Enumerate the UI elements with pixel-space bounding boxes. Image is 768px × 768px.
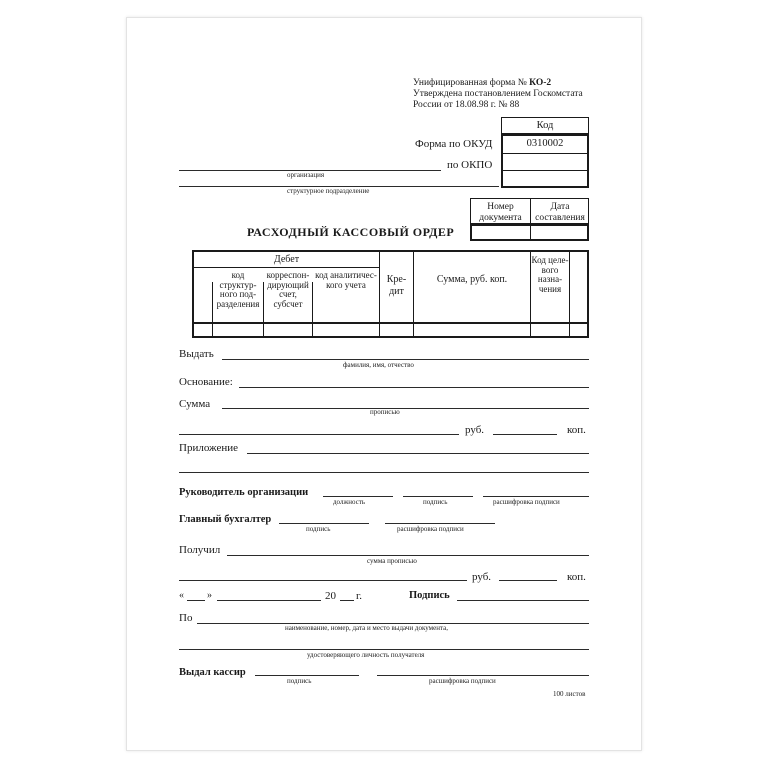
col-analytic-code: код аналитичес-кого учета <box>315 270 377 290</box>
credit-header: Кре-дит <box>386 274 407 297</box>
document-caption: наименование, номер, дата и место выдачи документа, <box>285 624 448 632</box>
rub-label: руб. <box>465 424 485 436</box>
head-signature-field[interactable] <box>403 496 473 497</box>
sum-field-line2[interactable] <box>179 434 459 435</box>
header-line1: Унифицированная форма № <box>413 78 527 88</box>
form-header <box>413 78 583 111</box>
sum-field[interactable] <box>222 408 589 409</box>
chief-signature-field[interactable] <box>279 523 369 524</box>
doc-number-label: Номер документа <box>479 202 522 223</box>
doc-date-label: Дата составления <box>535 202 585 223</box>
code-values-box <box>501 134 589 188</box>
head-position-field[interactable] <box>323 496 393 497</box>
sum-caption: прописью <box>370 408 400 416</box>
year-field[interactable] <box>340 600 354 601</box>
attachment-label: Приложение <box>179 442 239 454</box>
form-code: КО-2 <box>529 78 552 88</box>
kop-label: коп. <box>567 424 586 436</box>
cashier-decode-caption: расшифровка подписи <box>429 677 496 685</box>
document-field-line2[interactable] <box>179 649 589 650</box>
col-subdivision-code: код структур-ного под-разделения <box>216 270 260 309</box>
code-header-label: Код <box>536 120 554 131</box>
header-line3: России от 18.08.98 г. № 88 <box>413 100 520 110</box>
cashier-decode-field[interactable] <box>377 675 589 676</box>
month-field[interactable] <box>217 600 321 601</box>
issue-caption: фамилия, имя, отчество <box>343 361 414 369</box>
form-sheet <box>126 17 642 751</box>
issue-label: Выдать <box>179 348 214 360</box>
basis-label: Основание: <box>179 376 233 388</box>
quote-close: » <box>207 590 212 601</box>
organization-caption: организация <box>287 171 325 179</box>
head-signature-caption: подпись <box>423 498 448 506</box>
sign-field[interactable] <box>457 600 589 601</box>
chief-decode-field[interactable] <box>385 523 495 524</box>
cashier-label: Выдал кассир <box>179 667 246 678</box>
chief-decode-caption: расшифровка подписи <box>397 525 464 533</box>
doc-info-values[interactable] <box>470 224 589 241</box>
quote-open: « <box>179 590 184 601</box>
kop-field[interactable] <box>493 434 557 435</box>
head-position-caption: должность <box>333 498 366 506</box>
okud-value: 0310002 <box>526 138 564 149</box>
sheets-count: 100 листов <box>553 690 586 698</box>
page-title: РАСХОДНЫЙ КАССОВЫЙ ОРДЕР <box>247 225 455 239</box>
received-caption: сумма прописью <box>367 557 417 565</box>
header-line2: Утверждена постановлением Госкомстата <box>413 89 583 99</box>
purpose-code-header: Код целе-вого назна-чения <box>531 255 569 294</box>
by-label: По <box>179 612 193 624</box>
year-suffix: г. <box>356 590 363 602</box>
okpo-label: по ОКПО <box>447 159 493 171</box>
doc-info-header <box>470 198 589 224</box>
sum-header: Сумма, руб. коп. <box>436 274 508 285</box>
sum-label: Сумма <box>179 398 211 410</box>
received-kop-label: коп. <box>567 571 586 583</box>
cashier-signature-caption: подпись <box>287 677 312 685</box>
code-header-cell <box>501 117 589 134</box>
issue-field[interactable] <box>222 359 589 360</box>
accounting-table <box>192 250 589 338</box>
received-rub-label: руб. <box>472 571 492 583</box>
attachment-field[interactable] <box>247 453 589 454</box>
sign-label: Подпись <box>409 590 450 601</box>
basis-field[interactable] <box>239 387 589 388</box>
col-corr-account: корреспон-дирующий счет, субсчет <box>266 270 310 309</box>
received-field-line2[interactable] <box>179 580 467 581</box>
attachment-field-line2[interactable] <box>179 472 589 473</box>
head-decode-field[interactable] <box>483 496 589 497</box>
received-field[interactable] <box>227 555 589 556</box>
cashier-signature-field[interactable] <box>255 675 359 676</box>
debet-header: Дебет <box>273 254 300 265</box>
received-label: Получил <box>179 544 221 556</box>
year-prefix: 20 <box>325 590 336 602</box>
chief-signature-caption: подпись <box>306 525 331 533</box>
received-kop-field[interactable] <box>499 580 557 581</box>
head-label: Руководитель организации <box>179 487 309 498</box>
chief-accountant-label: Главный бухгалтер <box>179 514 272 525</box>
day-field[interactable] <box>187 600 205 601</box>
id-caption: удостоверяющего личность получателя <box>307 651 425 659</box>
subdivision-caption: структурное подразделение <box>287 187 370 195</box>
okud-label: Форма по ОКУД <box>415 138 493 150</box>
head-decode-caption: расшифровка подписи <box>493 498 560 506</box>
